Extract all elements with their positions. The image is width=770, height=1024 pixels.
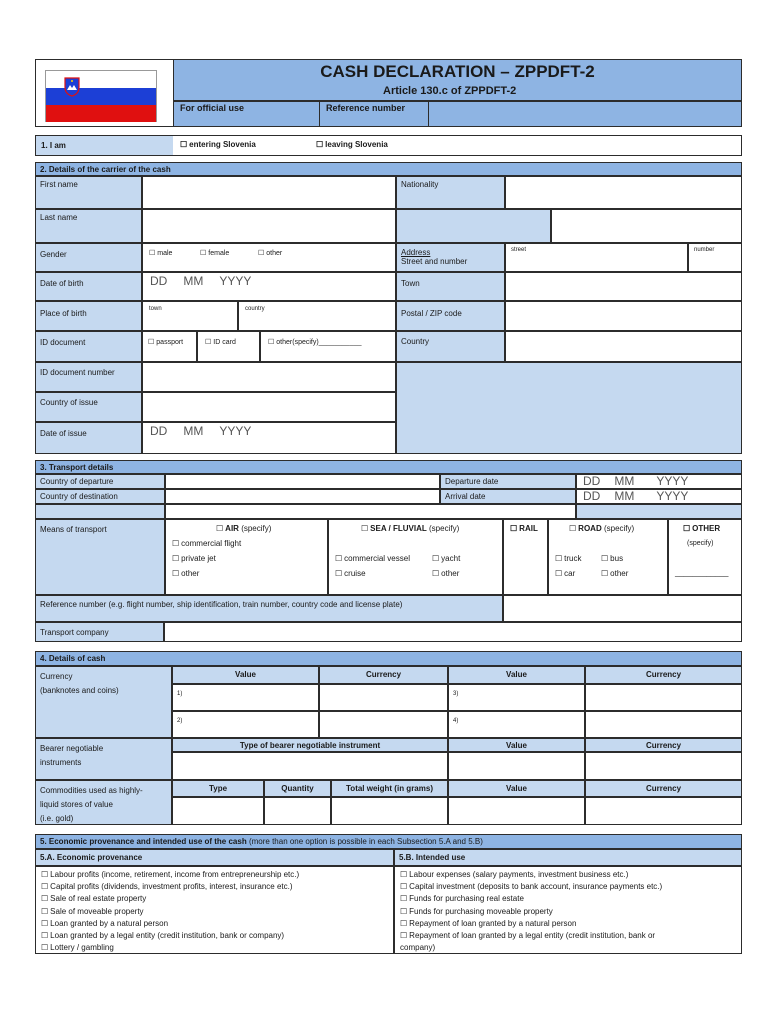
section-5b-list	[394, 866, 742, 954]
country-departure-label: Country of departure	[35, 474, 165, 489]
leaving-label: leaving Slovenia	[325, 140, 388, 149]
cash-value-2[interactable]: 2)	[172, 711, 319, 738]
rail-group	[503, 519, 548, 595]
coat-of-arms-icon	[64, 77, 80, 97]
pob-town-field[interactable]: town	[142, 301, 238, 331]
section-5a-list	[35, 866, 394, 954]
air-other-checkbox[interactable]: ☐ other	[172, 569, 199, 578]
use-capital-checkbox[interactable]: ☐ Capital investment (deposits to bank account, insurance payments etc.)	[400, 881, 736, 893]
air-group	[165, 519, 328, 595]
id-number-label: ID document number	[35, 362, 142, 392]
postal-field[interactable]	[505, 301, 742, 331]
last-name-extra-field[interactable]	[551, 209, 742, 243]
road-checkbox[interactable]: ☐ ROAD (specify)	[569, 524, 634, 533]
use-repay-legal-checkbox[interactable]: ☐ Repayment of loan granted by a legal entity (credit institution, bank or	[400, 930, 736, 942]
use-repay-natural-checkbox[interactable]: ☐ Repayment of loan granted by a natural person	[400, 918, 736, 930]
bni-currency-field[interactable]	[585, 752, 742, 780]
provenance-real-estate-checkbox[interactable]: ☐ Sale of real estate property	[41, 893, 388, 905]
provenance-moveable-checkbox[interactable]: ☐ Sale of moveable property	[41, 906, 388, 918]
use-repay-legal-continued: company)	[400, 943, 436, 953]
page-title: CASH DECLARATION – ZPPDFT-2	[320, 62, 595, 81]
other-mode-checkbox[interactable]: ☐ OTHER	[683, 524, 720, 533]
reference-number-field[interactable]	[503, 595, 742, 622]
provenance-lottery-checkbox[interactable]: ☐ Lottery / gambling	[41, 942, 388, 954]
provenance-labour-checkbox[interactable]: ☐ Labour profits (income, retirement, income from entrepreneurship etc.)	[41, 869, 388, 881]
cash-currency-2[interactable]	[319, 711, 448, 738]
transport-spacer-right	[576, 504, 742, 519]
entering-slovenia-checkbox[interactable]	[180, 140, 256, 149]
bni-type-field[interactable]	[172, 752, 448, 780]
id-number-field[interactable]	[142, 362, 396, 392]
commodities-type-field[interactable]	[172, 797, 264, 825]
provenance-loan-legal-checkbox[interactable]: ☐ Loan granted by a legal entity (credit institution, bank or company)	[41, 930, 388, 942]
private-jet-checkbox[interactable]: ☐ private jet	[172, 554, 216, 563]
last-name-extra	[396, 209, 551, 243]
departure-date-field[interactable]: DD MM YYYY	[576, 474, 742, 489]
gender-options	[142, 243, 396, 272]
transport-company-label: Transport company	[35, 622, 164, 642]
official-use-label: For official use	[180, 103, 245, 113]
section-1-label: 1. I am	[41, 141, 66, 150]
cash-value-4[interactable]: 4)	[448, 711, 585, 738]
gender-female-checkbox[interactable]: ☐ female	[200, 249, 229, 257]
sea-other-checkbox[interactable]: ☐ other	[432, 569, 459, 578]
commercial-flight-checkbox[interactable]: ☐ commercial flight	[172, 539, 241, 548]
first-name-label: First name	[35, 176, 142, 209]
nationality-label: Nationality	[396, 176, 505, 209]
currency-header-1: Currency	[319, 666, 448, 684]
first-name-field[interactable]	[142, 176, 396, 209]
use-moveable-checkbox[interactable]: ☐ Funds for purchasing moveable property	[400, 906, 736, 918]
last-name-field[interactable]	[142, 209, 396, 243]
commodities-quantity-field[interactable]	[264, 797, 331, 825]
road-other-checkbox[interactable]: ☐ other	[601, 569, 628, 578]
bus-checkbox[interactable]: ☐ bus	[601, 554, 623, 563]
departure-date-label: Departure date	[440, 474, 576, 489]
commodities-weight-header: Total weight (in grams)	[331, 780, 448, 797]
gender-label: Gender	[35, 243, 142, 272]
commodities-value-field[interactable]	[448, 797, 585, 825]
dob-label: Date of birth	[35, 272, 142, 301]
car-checkbox[interactable]: ☐ car	[555, 569, 575, 578]
provenance-capital-checkbox[interactable]: ☐ Capital profits (dividends, investment profits, interest, insurance etc.)	[41, 881, 388, 893]
entering-label: entering Slovenia	[189, 140, 256, 149]
sea-checkbox[interactable]: ☐ SEA / FLUVIAL (specify)	[361, 524, 459, 533]
date-of-issue-field[interactable]: DD MM YYYY	[142, 422, 396, 454]
country-destination-field[interactable]	[165, 489, 440, 504]
cash-currency-4[interactable]	[585, 711, 742, 738]
other-mode-group	[668, 519, 742, 595]
transport-spacer-left	[35, 504, 165, 519]
arrival-date-field[interactable]: DD MM YYYY	[576, 489, 742, 504]
yacht-checkbox[interactable]: ☐ yacht	[432, 554, 460, 563]
bni-label: Bearer negotiable instruments	[35, 738, 172, 780]
commodities-label: Commodities used as highly- liquid stores of value (i.e. gold)	[35, 780, 172, 825]
other-mode-line[interactable]: ____________	[675, 568, 729, 577]
id-document-label: ID document	[35, 331, 142, 362]
section-5-header: 5. Economic provenance and intended use of the cash (more than one option is possible in each Subsection 5.A and 5.B)	[35, 834, 742, 849]
page-subtitle: Article 130.c of ZPPDFT-2	[383, 85, 517, 97]
country-label: Country	[396, 331, 505, 362]
postal-label: Postal / ZIP code	[396, 301, 505, 331]
cash-value-1[interactable]: 1)	[172, 684, 319, 711]
section-2-header: 2. Details of the carrier of the cash	[35, 162, 742, 176]
means-of-transport-label: Means of transport	[35, 519, 165, 595]
country-destination-label: Country of destination	[35, 489, 165, 504]
id-card-checkbox[interactable]: ☐ ID card	[197, 331, 260, 362]
dob-field[interactable]: DD MM YYYY	[142, 272, 396, 301]
reference-number-label: Reference number	[326, 103, 406, 113]
commodities-currency-field[interactable]	[585, 797, 742, 825]
transport-spacer-mid	[165, 504, 576, 519]
id-other-checkbox[interactable]: ☐ other(specify)___________	[260, 331, 396, 362]
reference-number-label-s3: Reference number (e.g. flight number, ship identification, train number, country code and license plate)	[35, 595, 503, 622]
road-group	[548, 519, 668, 595]
commodities-currency-header: Currency	[585, 780, 742, 797]
other-mode-specify: (specify)	[687, 540, 714, 547]
place-of-birth-label: Place of birth	[35, 301, 142, 331]
commodities-weight-field[interactable]	[331, 797, 448, 825]
country-departure-field[interactable]	[165, 474, 440, 489]
pob-country-field[interactable]: country	[238, 301, 396, 331]
rail-checkbox[interactable]: ☐ RAIL	[510, 524, 538, 533]
cash-currency-1[interactable]	[319, 684, 448, 711]
arrival-date-label: Arrival date	[440, 489, 576, 504]
sea-group	[328, 519, 503, 595]
currency-label: Currency (banknotes and coins)	[35, 666, 172, 738]
section-5a-title: 5.A. Economic provenance	[35, 849, 394, 866]
s2-right-filler	[396, 362, 742, 454]
commodities-value-header: Value	[448, 780, 585, 797]
slovenia-flag	[45, 70, 157, 122]
country-of-issue-field[interactable]	[142, 392, 396, 422]
section-4-header: 4. Details of cash	[35, 651, 742, 666]
leaving-slovenia-checkbox[interactable]	[316, 140, 388, 149]
street-field[interactable]: street	[505, 243, 688, 272]
town-label: Town	[396, 272, 505, 301]
last-name-label: Last name	[35, 209, 142, 243]
value-header-2: Value	[448, 666, 585, 684]
transport-company-field[interactable]	[164, 622, 742, 642]
cash-value-3[interactable]: 3)	[448, 684, 585, 711]
bni-value-field[interactable]	[448, 752, 585, 780]
gender-other-checkbox[interactable]: ☐ other	[258, 249, 282, 257]
country-of-issue-label: Country of issue	[35, 392, 142, 422]
currency-header-2: Currency	[585, 666, 742, 684]
country-field[interactable]	[505, 331, 742, 362]
commodities-type-header: Type	[172, 780, 264, 797]
cash-currency-3[interactable]	[585, 684, 742, 711]
section-3-header: 3. Transport details	[35, 460, 742, 474]
use-real-estate-checkbox[interactable]: ☐ Funds for purchasing real estate	[400, 893, 736, 905]
gender-male-checkbox[interactable]: ☐ male	[149, 249, 172, 257]
cruise-checkbox[interactable]: ☐ cruise	[335, 569, 366, 578]
nationality-field[interactable]	[505, 176, 742, 209]
commercial-vessel-checkbox[interactable]: ☐ commercial vessel	[335, 554, 410, 563]
address-label: Address Street and number	[396, 243, 505, 272]
use-labour-checkbox[interactable]: ☐ Labour expenses (salary payments, investment business etc.)	[400, 869, 736, 881]
air-checkbox[interactable]: ☐ AIR (specify)	[216, 524, 271, 533]
bni-type-header: Type of bearer negotiable instrument	[172, 738, 448, 752]
number-field[interactable]: number	[688, 243, 742, 272]
truck-checkbox[interactable]: ☐ truck	[555, 554, 582, 563]
section-5b-title: 5.B. Intended use	[394, 849, 742, 866]
bni-currency-header: Currency	[585, 738, 742, 752]
value-header-1: Value	[172, 666, 319, 684]
bni-value-header: Value	[448, 738, 585, 752]
town-field[interactable]	[505, 272, 742, 301]
id-passport-checkbox[interactable]: ☐ passport	[142, 331, 197, 362]
official-use-row	[173, 101, 742, 127]
commodities-quantity-header: Quantity	[264, 780, 331, 797]
date-of-issue-label: Date of issue	[35, 422, 142, 454]
provenance-loan-natural-checkbox[interactable]: ☐ Loan granted by a natural person	[41, 918, 388, 930]
